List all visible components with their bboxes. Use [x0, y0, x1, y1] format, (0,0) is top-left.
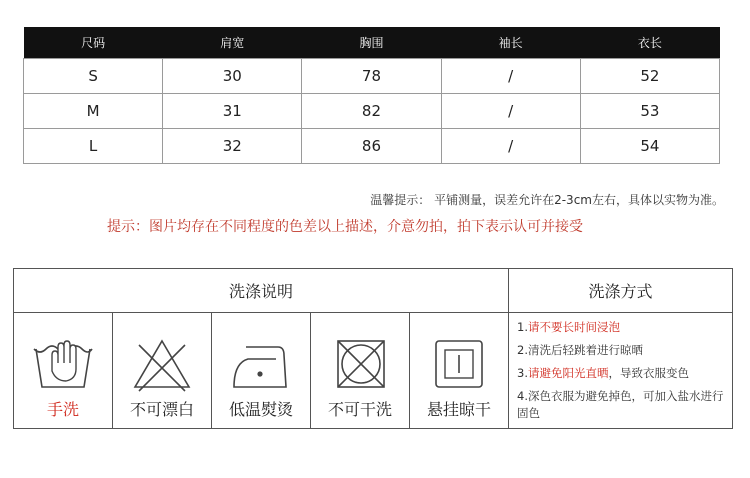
low-iron-icon [228, 333, 294, 395]
cell-sleeve: / [441, 94, 580, 129]
method-3-number: 3. [517, 366, 528, 380]
care-item-hang-dry [410, 313, 508, 428]
cell-size: S [24, 59, 163, 94]
cell-sleeve: / [441, 59, 580, 94]
size-table [23, 27, 720, 164]
no-bleach-icon [129, 333, 195, 395]
cell-sleeve: / [441, 129, 580, 164]
wash-instructions-table [13, 268, 733, 429]
wash-title: 洗涤说明 [14, 269, 509, 313]
method-item-4: 4.深色衣服为避免掉色，可加入盐水进行固色 [517, 389, 724, 420]
care-item-hand-wash [14, 313, 113, 428]
method-1-text: 请不要长时间浸泡 [527, 320, 620, 334]
method-item-2: 2.清洗后轻跳着进行晾晒 [517, 343, 643, 357]
cell-shoulder: 31 [163, 94, 302, 129]
color-difference-tip: 提示：图片均存在不同程度的色差以上描述，介意勿拍，拍下表示认可并接受 [107, 219, 583, 235]
care-icons-row [14, 313, 509, 428]
measurement-tip: 温馨提示： 平铺测量，误差允许在2-3cm左右，具体以实物为准。 [370, 193, 724, 207]
no-bleach-label: 不可漂白 [129, 400, 194, 419]
cell-size: L [24, 129, 163, 164]
no-dry-clean-icon [327, 333, 393, 395]
method-3-highlight: 请避免阳光直晒 [527, 366, 609, 380]
cell-size: M [24, 94, 163, 129]
table-row [24, 94, 720, 129]
cell-chest: 86 [302, 129, 441, 164]
care-item-low-iron [212, 313, 311, 428]
cell-length: 54 [580, 129, 719, 164]
hang-dry-label: 悬挂晾干 [426, 400, 491, 419]
hang-dry-icon [426, 333, 492, 395]
hand-wash-label: 手洗 [46, 400, 79, 419]
table-row [24, 59, 720, 94]
cell-chest: 82 [302, 94, 441, 129]
header-chest: 胸围 [302, 27, 441, 59]
wash-methods-list [517, 319, 726, 428]
method-item-3 [517, 365, 726, 382]
cell-shoulder: 30 [163, 59, 302, 94]
no-dry-clean-label: 不可干洗 [327, 400, 392, 419]
table-row [24, 129, 720, 164]
method-item-1 [517, 319, 726, 336]
low-iron-label: 低温熨烫 [228, 400, 293, 419]
method-3-rest: ，导致衣服变色 [608, 366, 689, 380]
header-size: 尺码 [24, 27, 163, 59]
wash-method-title: 洗涤方式 [509, 269, 732, 313]
size-table-header [24, 27, 720, 59]
header-length: 衣长 [580, 27, 719, 59]
cell-length: 52 [580, 59, 719, 94]
care-item-no-bleach [113, 313, 212, 428]
cell-length: 53 [580, 94, 719, 129]
header-sleeve: 袖长 [441, 27, 580, 59]
cell-shoulder: 32 [163, 129, 302, 164]
method-1-number: 1. [517, 320, 528, 334]
hand-wash-icon [30, 333, 96, 395]
care-item-no-dry-clean [311, 313, 410, 428]
cell-chest: 78 [302, 59, 441, 94]
header-shoulder: 肩宽 [163, 27, 302, 59]
